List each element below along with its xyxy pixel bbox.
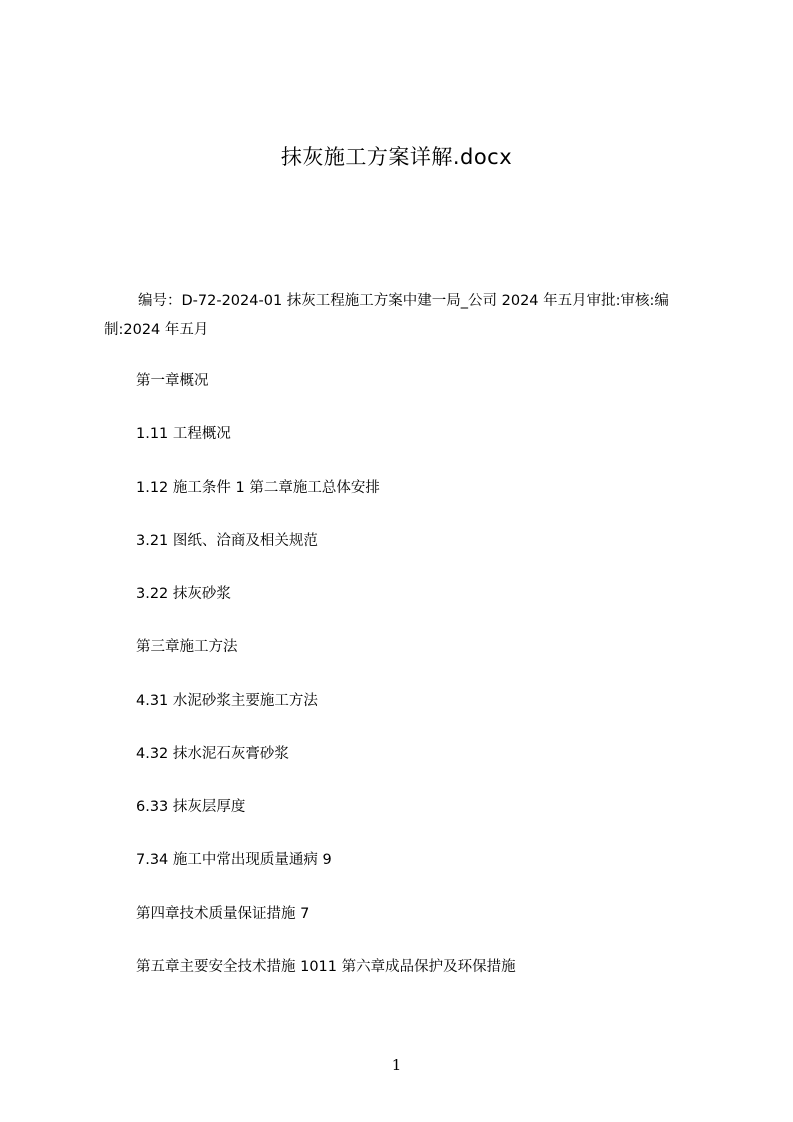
toc-item: 1.12 施工条件 1 第二章施工总体安排 [136, 480, 380, 496]
toc-item: 4.32 抹水泥石灰膏砂浆 [136, 746, 289, 762]
document-title: 抹灰施工方案详解.docx [280, 145, 513, 169]
toc-item: 第四章技术质量保证措施 7 [136, 906, 310, 922]
toc-item: 第五章主要安全技术措施 1011 第六章成品保护及环保措施 [136, 959, 516, 975]
document-meta-paragraph: 编号：D-72-2024-01 抹灰工程施工方案中建一局_公司 2024 年五月审批:审核:编制:2024 年五月 [104, 293, 669, 338]
toc-item: 7.34 施工中常出现质量通病 9 [136, 852, 332, 868]
toc-item: 3.22 抹灰砂浆 [136, 586, 231, 602]
toc-item: 第一章概况 [136, 373, 209, 389]
toc-item: 3.21 图纸、洽商及相关规范 [136, 533, 318, 549]
toc-item: 4.31 水泥砂浆主要施工方法 [136, 693, 318, 709]
toc-item: 第三章施工方法 [136, 639, 238, 655]
toc-item: 6.33 抹灰层厚度 [136, 799, 246, 815]
toc-item: 1.11 工程概况 [136, 426, 231, 442]
page-number: 1 [391, 1056, 402, 1074]
